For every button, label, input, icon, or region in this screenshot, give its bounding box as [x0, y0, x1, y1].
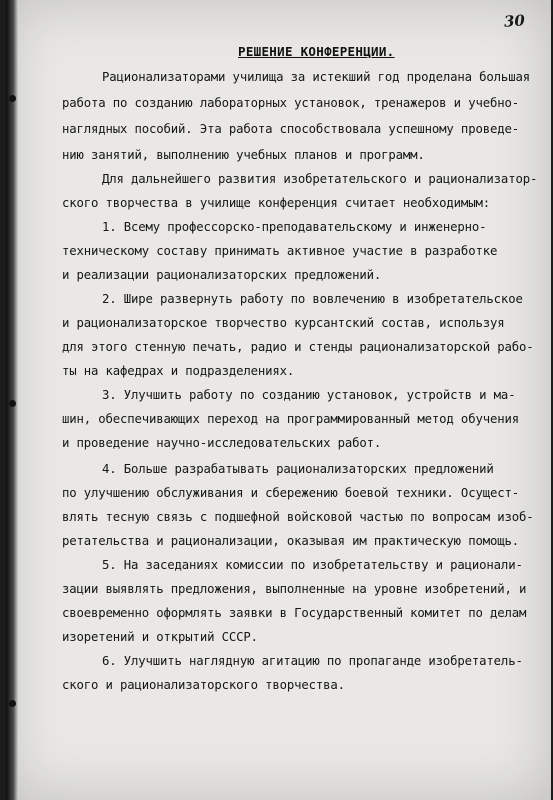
- text-line: и проведение научно-исследовательских работ.: [62, 436, 382, 450]
- text-line: шин, обеспечивающих переход на программированный метод обучения: [62, 412, 519, 426]
- text-line: 5. На заседаниях комиссии по изобретательству и рационали-: [102, 558, 523, 572]
- document-title: РЕШЕНИЕ КОНФЕРЕНЦИИ.: [238, 44, 395, 59]
- text-line: ского творчества в училище конференция считает необходимым:: [62, 196, 490, 210]
- text-line: 6. Улучшить наглядную агитацию по пропаганде изобретатель-: [102, 654, 523, 668]
- text-line: влять тесную связь с подшефной войсковой частью по вопросам изоб-: [62, 510, 534, 524]
- text-line: 3. Улучшить работу по созданию установок, устройств и ма-: [102, 388, 516, 402]
- text-line: наглядных пособий. Эта работа способствовала успешному проведе-: [62, 122, 519, 136]
- binding-edge: [6, 0, 18, 800]
- punch-hole: [9, 400, 16, 407]
- text-line: своевременно оформлять заявки в Государственный комитет по делам: [62, 606, 527, 620]
- text-line: нию занятий, выполнению учебных планов и программ.: [62, 148, 425, 162]
- text-line: 2. Шире развернуть работу по вовлечению в изобретательское: [102, 292, 523, 306]
- text-line: и реализации рационализаторских предложений.: [62, 268, 382, 282]
- text-line: изоретений и открытий СССР.: [62, 630, 258, 644]
- text-line: техническому составу принимать активное участие в разработке: [62, 244, 498, 258]
- text-line: и рационализаторское творчество курсантский состав, используя: [62, 316, 505, 330]
- text-line: ретательства и рационализации, оказывая им практическую помощь.: [62, 534, 519, 548]
- punch-hole: [9, 95, 16, 102]
- text-line: 4. Больше разрабатывать рационализаторских предложений: [102, 462, 494, 476]
- text-line: по улучшению обслуживания и сбережению боевой техники. Осущест-: [62, 486, 519, 500]
- text-line: работа по созданию лабораторных установок, тренажеров и учебно-: [62, 96, 519, 110]
- punch-hole: [9, 700, 16, 707]
- text-line: Рационализаторами училища за истекший год проделана большая: [102, 70, 530, 84]
- text-line: 1. Всему профессорско-преподавательскому и инженерно-: [102, 220, 487, 234]
- text-line: ского и рационализаторского творчества.: [62, 678, 345, 692]
- document-page: [6, 0, 551, 800]
- text-line: Для дальнейшего развития изобретательского и рационализатор-: [102, 172, 538, 186]
- text-line: для этого стенную печать, радио и стенды рационализаторской рабо-: [62, 340, 534, 354]
- text-line: зации выявлять предложения, выполненные на уровне изобретений, и: [62, 582, 527, 596]
- page-number: 30: [503, 11, 526, 31]
- text-line: ты на кафедрах и подразделениях.: [62, 364, 295, 378]
